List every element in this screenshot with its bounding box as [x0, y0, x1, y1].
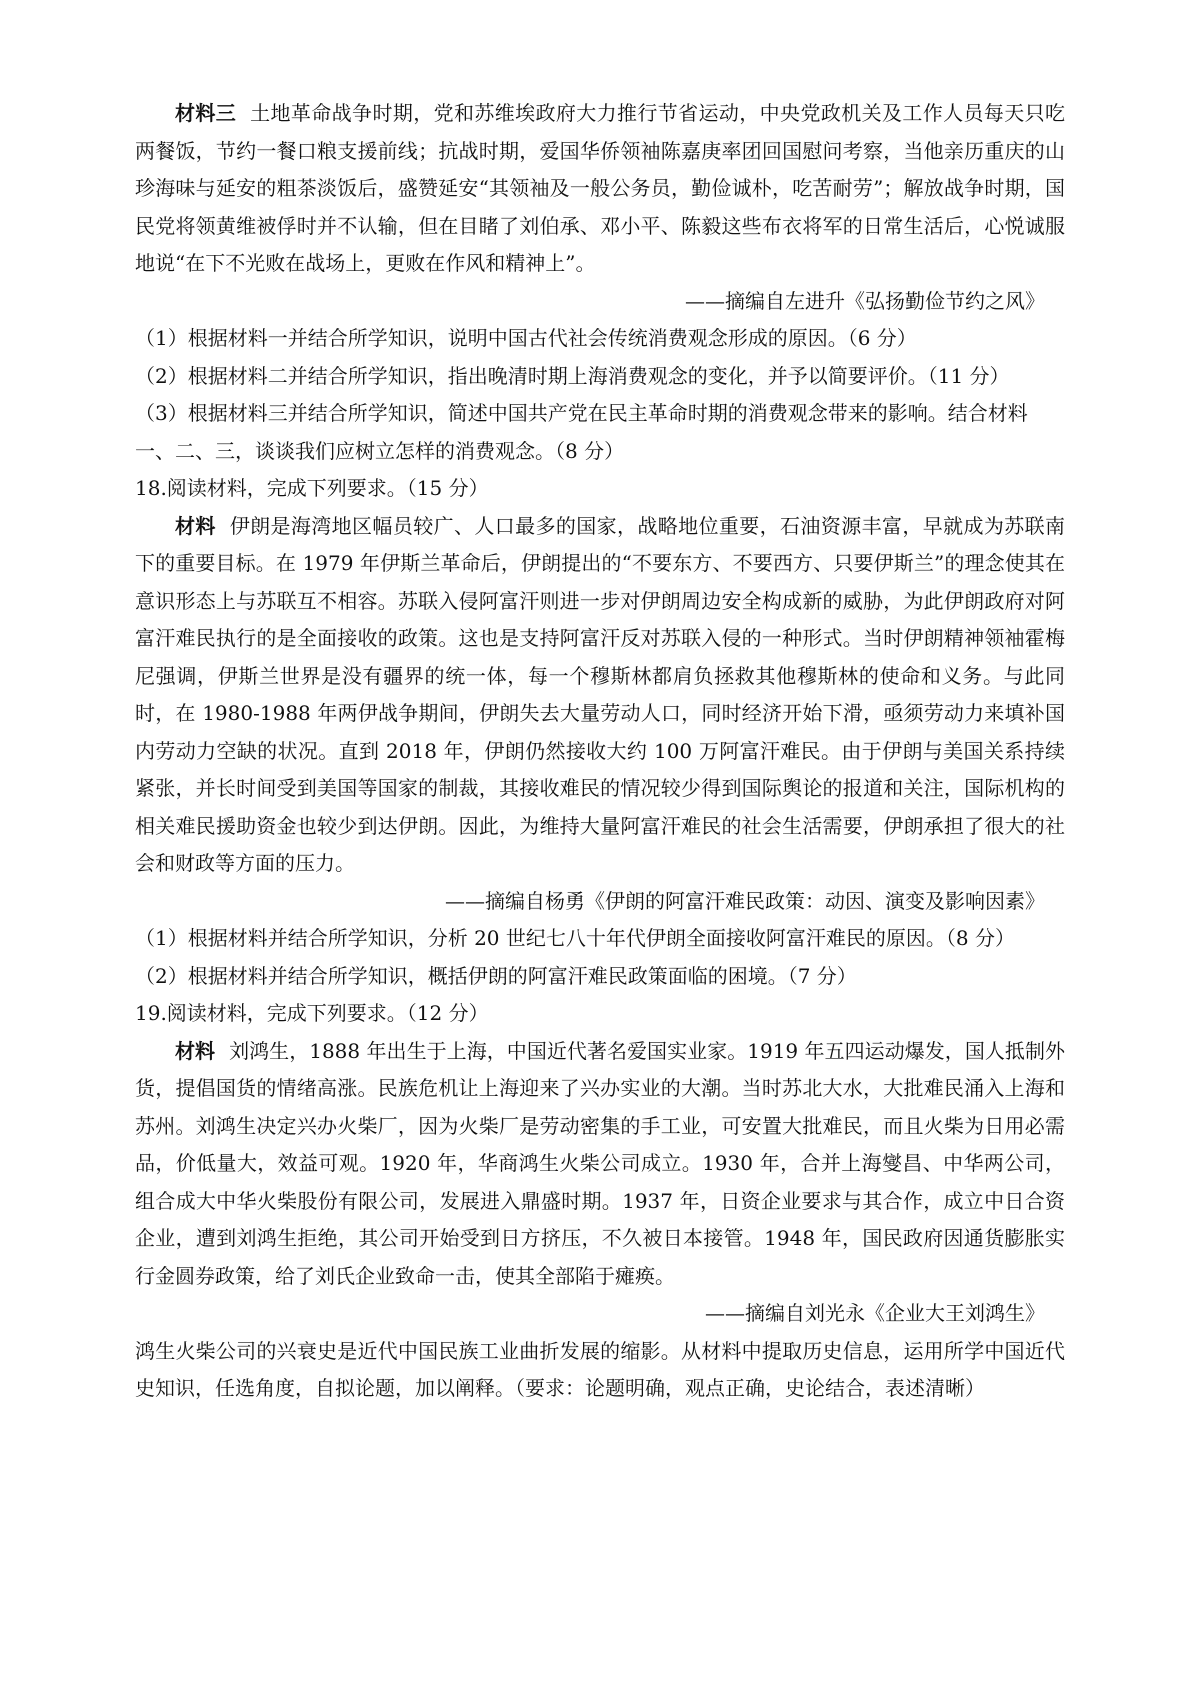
material-label: 材料	[175, 513, 216, 538]
question-item: （2）根据材料二并结合所学知识，指出晚清时期上海消费观念的变化，并予以简要评价。（11 分）	[135, 363, 1010, 388]
essay-task: 鸿生火柴公司的兴衰史是近代中国民族工业曲折发展的缩影。从材料中提取历史信息，运用所学中国近代史知识，任选角度，自拟论题，加以阐释。（要求：论题明确，观点正确，史论结合，表述清晰）	[135, 1338, 1065, 1400]
material-label: 材料	[175, 1038, 216, 1063]
question-item: （1）根据材料并结合所学知识，分析 20 世纪七八十年代伊朗全面接收阿富汗难民的原因。（8 分）	[135, 926, 1015, 950]
material-block	[135, 508, 1065, 883]
material-text: 刘鸿生，1888 年出生于上海，中国近代著名爱国实业家。1919 年五四运动爆发，国人抵制外货，提倡国货的情绪高涨。民族危机让上海迎来了兴办实业的大潮。当时苏北大水，大批难民涌入上海和苏州。刘鸿生决定兴办火柴厂，因为火柴厂是劳动密集的手工业，可安置大批难民，而且火柴为日用必需品，价低量大，效益可观。1920 年，华商鸿生火柴公司成立。1930 年，合并上海燮昌、中华两公司，组合成大中华火柴股份有限公司，发展进入鼎盛时期。1937 年，日资企业要求与其合作，成立中日合资企业，遭到刘鸿生拒绝，其公司开始受到日方挤压，不久被日本接管。1948 年，国民政府因通货膨胀实行金圆券政策，给了刘氏企业致命一击，使其全部陷于瘫痪。	[135, 1038, 1065, 1288]
material-source: ——摘编自刘光永《企业大王刘鸿生》	[705, 1301, 1045, 1325]
question-item: （2）根据材料并结合所学知识，概括伊朗的阿富汗难民政策面临的困境。（7 分）	[135, 963, 857, 988]
material-block	[135, 1033, 1065, 1296]
material-label: 材料三	[175, 101, 237, 125]
exam-page	[135, 95, 1065, 1408]
material-text: 伊朗是海湾地区幅员较广、人口最多的国家，战略地位重要，石油资源丰富，早就成为苏联南下的重要目标。在 1979 年伊斯兰革命后，伊朗提出的“不要东方、不要西方、只要伊斯兰”的理念使其在意识形态上与苏联互不相容。苏联入侵阿富汗则进一步对伊朗周边安全构成新的威胁，为此伊朗政府对阿富汗难民执行的是全面接收的政策。这也是支持阿富汗反对苏联入侵的一种形式。当时伊朗精神领袖霍梅尼强调，伊斯兰世界是没有疆界的统一体，每一个穆斯林都肩负拯救其他穆斯林的使命和义务。与此同时，在 1980-1988 年两伊战争期间，伊朗失去大量劳动人口，同时经济开始下滑，亟须劳动力来填补国内劳动力空缺的状况。直到 2018 年，伊朗仍然接收大约 100 万阿富汗难民。由于伊朗与美国关系持续紧张，并长时间受到美国等国家的制裁，其接收难民的情况较少得到国际舆论的报道和关注，国际机构的相关难民援助资金也较少到达伊朗。因此，为维持大量阿富汗难民的社会生活需要，伊朗承担了很大的社会和财政等方面的压力。	[135, 513, 1066, 875]
question-item: （1）根据材料一并结合所学知识，说明中国古代社会传统消费观念形成的原因。（6 分）	[135, 326, 917, 350]
question-item: （3）根据材料三并结合所学知识，简述中国共产党在民主革命时期的消费观念带来的影响。结合材料一、二、三，谈谈我们应树立怎样的消费观念。（8 分）	[135, 401, 1028, 463]
material-text: 土地革命战争时期，党和苏维埃政府大力推行节省运动，中央党政机关及工作人员每天只吃两餐饭，节约一餐口粮支援前线；抗战时期，爱国华侨领袖陈嘉庚率团回国慰问考察，当他亲历重庆的山珍海味与延安的粗茶淡饭后，盛赞延安“其领袖及一般公务员，勤俭诚朴，吃苦耐劳”；解放战争时期，国民党将领黄维被俘时并不认输，但在目睹了刘伯承、邓小平、陈毅这些布衣将军的日常生活后，心悦诚服地说“在下不光败在战场上，更败在作风和精神上”。	[135, 101, 1066, 275]
material-three	[135, 95, 1065, 283]
question-heading: 18.阅读材料，完成下列要求。（15 分）	[135, 476, 489, 500]
question-heading: 19.阅读材料，完成下列要求。（12 分）	[135, 1001, 489, 1025]
material-source: ——摘编自杨勇《伊朗的阿富汗难民政策：动因、演变及影响因素》	[445, 888, 1045, 913]
material-source: ——摘编自左进升《弘扬勤俭节约之风》	[685, 288, 1045, 313]
